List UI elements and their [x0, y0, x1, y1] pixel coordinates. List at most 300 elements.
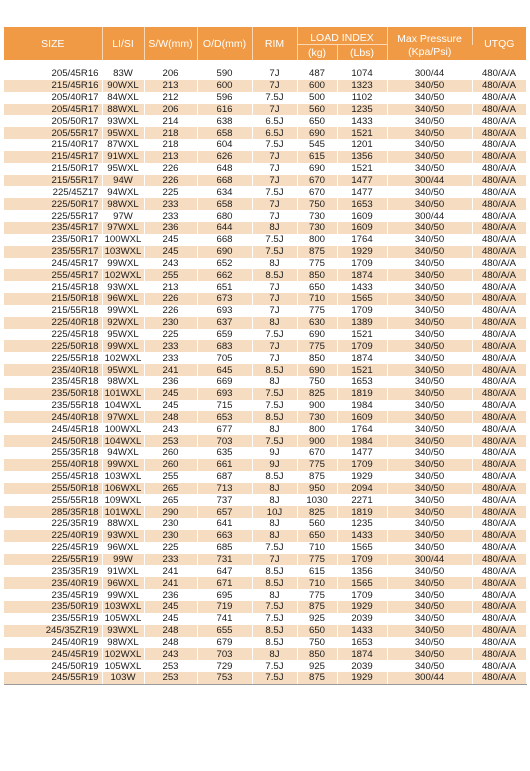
table-row	[4, 281, 526, 293]
table-row	[4, 400, 526, 412]
table-row	[4, 68, 526, 80]
cell-rim: 7.5J	[252, 388, 297, 400]
cell-load-lbs: 1433	[337, 625, 387, 637]
table-row	[4, 483, 526, 495]
cell-rim: 8J	[252, 494, 297, 506]
cell-li-si: 96WXL	[102, 542, 144, 554]
cell-overall-diameter: 671	[197, 577, 252, 589]
cell-li-si: 94W	[102, 175, 144, 187]
cell-li-si: 93WXL	[102, 115, 144, 127]
cell-section-width: 245	[144, 400, 197, 412]
cell-li-si: 99W	[102, 554, 144, 566]
cell-size: 205/45R16	[4, 68, 102, 80]
cell-utqg: 480/A/A	[472, 234, 526, 246]
cell-utqg: 480/A/A	[472, 186, 526, 198]
cell-load-kg: 825	[297, 506, 337, 518]
cell-rim: 7J	[252, 210, 297, 222]
cell-max-pressure: 340/50	[387, 198, 472, 210]
cell-load-lbs: 2039	[337, 613, 387, 625]
table-row	[4, 637, 526, 649]
cell-max-pressure: 300/44	[387, 68, 472, 80]
cell-li-si: 103WXL	[102, 246, 144, 258]
table-row	[4, 305, 526, 317]
cell-overall-diameter: 653	[197, 411, 252, 423]
cell-max-pressure: 340/50	[387, 435, 472, 447]
table-row	[4, 388, 526, 400]
cell-section-width: 245	[144, 613, 197, 625]
cell-overall-diameter: 657	[197, 506, 252, 518]
cell-load-lbs: 1389	[337, 317, 387, 329]
cell-load-kg: 775	[297, 258, 337, 270]
cell-load-kg: 670	[297, 186, 337, 198]
cell-overall-diameter: 741	[197, 613, 252, 625]
cell-overall-diameter: 659	[197, 329, 252, 341]
cell-section-width: 236	[144, 222, 197, 234]
table-row	[4, 186, 526, 198]
cell-load-kg: 900	[297, 435, 337, 447]
cell-section-width: 265	[144, 494, 197, 506]
cell-rim: 7.5J	[252, 139, 297, 151]
cell-section-width: 260	[144, 459, 197, 471]
cell-overall-diameter: 705	[197, 352, 252, 364]
cell-overall-diameter: 715	[197, 400, 252, 412]
cell-utqg: 480/A/A	[472, 518, 526, 530]
cell-li-si: 100WXL	[102, 234, 144, 246]
cell-rim: 6.5J	[252, 115, 297, 127]
cell-size: 255/45R17	[4, 269, 102, 281]
cell-overall-diameter: 693	[197, 388, 252, 400]
cell-overall-diameter: 600	[197, 80, 252, 92]
cell-max-pressure: 340/50	[387, 423, 472, 435]
cell-section-width: 213	[144, 151, 197, 163]
cell-utqg: 480/A/A	[472, 648, 526, 660]
cell-li-si: 88WXL	[102, 104, 144, 116]
cell-load-kg: 710	[297, 577, 337, 589]
cell-li-si: 103W	[102, 672, 144, 684]
cell-size: 225/40R18	[4, 317, 102, 329]
table-row	[4, 554, 526, 566]
cell-section-width: 248	[144, 625, 197, 637]
cell-rim: 8J	[252, 317, 297, 329]
cell-size: 205/55R17	[4, 127, 102, 139]
cell-rim: 8.5J	[252, 364, 297, 376]
table-row	[4, 317, 526, 329]
table-row	[4, 198, 526, 210]
cell-load-lbs: 1477	[337, 447, 387, 459]
cell-max-pressure: 340/50	[387, 660, 472, 672]
cell-li-si: 99WXL	[102, 459, 144, 471]
cell-section-width: 214	[144, 115, 197, 127]
cell-size: 245/40R18	[4, 411, 102, 423]
table-row	[4, 246, 526, 258]
cell-rim: 7.5J	[252, 92, 297, 104]
cell-size: 225/55R18	[4, 352, 102, 364]
table-row	[4, 423, 526, 435]
cell-max-pressure: 340/50	[387, 625, 472, 637]
cell-max-pressure: 340/50	[387, 577, 472, 589]
cell-rim: 7.5J	[252, 542, 297, 554]
cell-load-kg: 650	[297, 625, 337, 637]
cell-overall-diameter: 753	[197, 672, 252, 684]
cell-utqg: 480/A/A	[472, 601, 526, 613]
cell-size: 235/40R18	[4, 364, 102, 376]
cell-utqg: 480/A/A	[472, 483, 526, 495]
cell-utqg: 480/A/A	[472, 388, 526, 400]
cell-overall-diameter: 668	[197, 175, 252, 187]
table-row	[4, 92, 526, 104]
table-row	[4, 660, 526, 672]
cell-rim: 8J	[252, 376, 297, 388]
cell-overall-diameter: 719	[197, 601, 252, 613]
cell-li-si: 98WXL	[102, 637, 144, 649]
header-load-index: LOAD INDEX	[297, 27, 387, 45]
cell-utqg: 480/A/A	[472, 530, 526, 542]
cell-load-lbs: 1433	[337, 281, 387, 293]
cell-overall-diameter: 683	[197, 340, 252, 352]
cell-utqg: 480/A/A	[472, 115, 526, 127]
cell-max-pressure: 340/50	[387, 411, 472, 423]
cell-utqg: 480/A/A	[472, 471, 526, 483]
cell-load-kg: 825	[297, 388, 337, 400]
cell-li-si: 91WXL	[102, 151, 144, 163]
cell-utqg: 480/A/A	[472, 506, 526, 518]
cell-max-pressure: 340/50	[387, 589, 472, 601]
cell-li-si: 102WXL	[102, 648, 144, 660]
cell-section-width: 225	[144, 329, 197, 341]
cell-load-kg: 670	[297, 447, 337, 459]
cell-utqg: 480/A/A	[472, 163, 526, 175]
cell-rim: 7J	[252, 281, 297, 293]
cell-load-kg: 800	[297, 234, 337, 246]
cell-li-si: 92WXL	[102, 317, 144, 329]
table-row	[4, 613, 526, 625]
cell-section-width: 226	[144, 305, 197, 317]
cell-max-pressure: 340/50	[387, 104, 472, 116]
cell-rim: 8.5J	[252, 411, 297, 423]
cell-size: 245/55R19	[4, 672, 102, 684]
cell-section-width: 253	[144, 660, 197, 672]
cell-load-kg: 630	[297, 317, 337, 329]
cell-load-kg: 775	[297, 340, 337, 352]
cell-max-pressure: 340/50	[387, 305, 472, 317]
cell-overall-diameter: 637	[197, 317, 252, 329]
cell-rim: 7.5J	[252, 246, 297, 258]
table-row	[4, 494, 526, 506]
table-row	[4, 80, 526, 92]
cell-load-lbs: 1521	[337, 163, 387, 175]
cell-load-kg: 650	[297, 281, 337, 293]
cell-max-pressure: 300/44	[387, 210, 472, 222]
table-row	[4, 352, 526, 364]
cell-li-si: 96WXL	[102, 577, 144, 589]
cell-li-si: 93WXL	[102, 530, 144, 542]
cell-load-kg: 690	[297, 329, 337, 341]
cell-section-width: 265	[144, 483, 197, 495]
cell-section-width: 230	[144, 530, 197, 542]
cell-size: 235/50R18	[4, 388, 102, 400]
cell-section-width: 225	[144, 186, 197, 198]
cell-utqg: 480/A/A	[472, 625, 526, 637]
cell-load-kg: 875	[297, 672, 337, 684]
cell-li-si: 94WXL	[102, 186, 144, 198]
cell-rim: 7.5J	[252, 672, 297, 684]
table-row	[4, 269, 526, 281]
cell-max-pressure: 340/50	[387, 530, 472, 542]
cell-load-kg: 600	[297, 80, 337, 92]
table-row	[4, 104, 526, 116]
cell-overall-diameter: 638	[197, 115, 252, 127]
cell-utqg: 480/A/A	[472, 281, 526, 293]
cell-utqg: 480/A/A	[472, 411, 526, 423]
table-row	[4, 530, 526, 542]
cell-load-lbs: 1356	[337, 565, 387, 577]
cell-max-pressure: 340/50	[387, 186, 472, 198]
cell-utqg: 480/A/A	[472, 139, 526, 151]
cell-size: 235/55R17	[4, 246, 102, 258]
cell-load-lbs: 1929	[337, 601, 387, 613]
cell-rim: 7J	[252, 340, 297, 352]
cell-overall-diameter: 645	[197, 364, 252, 376]
cell-section-width: 236	[144, 589, 197, 601]
cell-size: 245/45R17	[4, 258, 102, 270]
cell-size: 205/40R17	[4, 92, 102, 104]
cell-rim: 7J	[252, 175, 297, 187]
cell-load-kg: 730	[297, 210, 337, 222]
table-row	[4, 376, 526, 388]
cell-load-lbs: 2271	[337, 494, 387, 506]
cell-utqg: 480/A/A	[472, 554, 526, 566]
cell-load-kg: 850	[297, 352, 337, 364]
cell-max-pressure: 340/50	[387, 648, 472, 660]
cell-utqg: 480/A/A	[472, 542, 526, 554]
cell-load-kg: 650	[297, 115, 337, 127]
cell-utqg: 480/A/A	[472, 293, 526, 305]
cell-rim: 7J	[252, 163, 297, 175]
cell-max-pressure: 300/44	[387, 175, 472, 187]
cell-utqg: 480/A/A	[472, 127, 526, 139]
cell-load-lbs: 1235	[337, 518, 387, 530]
cell-load-lbs: 1764	[337, 234, 387, 246]
cell-load-kg: 850	[297, 648, 337, 660]
cell-size: 225/50R18	[4, 340, 102, 352]
cell-section-width: 230	[144, 317, 197, 329]
cell-size: 245/45R18	[4, 423, 102, 435]
cell-rim: 7J	[252, 104, 297, 116]
cell-overall-diameter: 641	[197, 518, 252, 530]
cell-section-width: 243	[144, 258, 197, 270]
table-row	[4, 672, 526, 684]
cell-rim: 7J	[252, 305, 297, 317]
cell-overall-diameter: 669	[197, 376, 252, 388]
cell-section-width: 212	[144, 92, 197, 104]
cell-load-lbs: 1565	[337, 293, 387, 305]
cell-rim: 10J	[252, 506, 297, 518]
cell-size: 255/35R18	[4, 447, 102, 459]
cell-overall-diameter: 635	[197, 447, 252, 459]
cell-section-width: 213	[144, 80, 197, 92]
cell-utqg: 480/A/A	[472, 400, 526, 412]
cell-rim: 7J	[252, 198, 297, 210]
cell-overall-diameter: 693	[197, 305, 252, 317]
table-row	[4, 329, 526, 341]
cell-rim: 8.5J	[252, 637, 297, 649]
table-row	[4, 151, 526, 163]
cell-utqg: 480/A/A	[472, 589, 526, 601]
cell-overall-diameter: 680	[197, 210, 252, 222]
cell-size: 235/55R18	[4, 400, 102, 412]
cell-section-width: 206	[144, 104, 197, 116]
cell-li-si: 97WXL	[102, 222, 144, 234]
cell-overall-diameter: 651	[197, 281, 252, 293]
header-rim: RIM	[252, 27, 297, 60]
cell-load-lbs: 1609	[337, 222, 387, 234]
table-row	[4, 625, 526, 637]
table-row	[4, 222, 526, 234]
cell-size: 225/55R19	[4, 554, 102, 566]
cell-load-lbs: 1653	[337, 198, 387, 210]
cell-load-kg: 560	[297, 518, 337, 530]
cell-section-width: 225	[144, 542, 197, 554]
cell-overall-diameter: 647	[197, 565, 252, 577]
cell-rim: 9J	[252, 459, 297, 471]
cell-section-width: 253	[144, 435, 197, 447]
cell-load-kg: 615	[297, 565, 337, 577]
cell-section-width: 233	[144, 210, 197, 222]
cell-li-si: 99WXL	[102, 340, 144, 352]
cell-section-width: 230	[144, 518, 197, 530]
cell-utqg: 480/A/A	[472, 340, 526, 352]
cell-load-kg: 690	[297, 127, 337, 139]
cell-overall-diameter: 596	[197, 92, 252, 104]
cell-section-width: 233	[144, 198, 197, 210]
cell-max-pressure: 340/50	[387, 127, 472, 139]
cell-li-si: 83W	[102, 68, 144, 80]
cell-overall-diameter: 677	[197, 423, 252, 435]
cell-rim: 7.5J	[252, 329, 297, 341]
cell-load-lbs: 1356	[337, 151, 387, 163]
cell-overall-diameter: 648	[197, 163, 252, 175]
cell-li-si: 97W	[102, 210, 144, 222]
cell-load-kg: 730	[297, 222, 337, 234]
cell-load-kg: 560	[297, 104, 337, 116]
table-row	[4, 293, 526, 305]
cell-load-lbs: 1323	[337, 80, 387, 92]
cell-utqg: 480/A/A	[472, 269, 526, 281]
header-overall-diameter: O/D(mm)	[197, 27, 252, 60]
cell-li-si: 99WXL	[102, 258, 144, 270]
cell-max-pressure: 340/50	[387, 151, 472, 163]
cell-section-width: 255	[144, 471, 197, 483]
cell-section-width: 245	[144, 234, 197, 246]
table-row	[4, 648, 526, 660]
cell-load-kg: 750	[297, 637, 337, 649]
cell-max-pressure: 340/50	[387, 364, 472, 376]
cell-rim: 6.5J	[252, 127, 297, 139]
cell-load-lbs: 1709	[337, 554, 387, 566]
cell-load-kg: 775	[297, 554, 337, 566]
cell-max-pressure: 340/50	[387, 388, 472, 400]
cell-section-width: 245	[144, 601, 197, 613]
table-row	[4, 506, 526, 518]
cell-li-si: 104WXL	[102, 435, 144, 447]
cell-load-lbs: 1565	[337, 577, 387, 589]
cell-rim: 8J	[252, 258, 297, 270]
cell-section-width: 226	[144, 175, 197, 187]
cell-load-kg: 900	[297, 400, 337, 412]
cell-li-si: 90WXL	[102, 80, 144, 92]
cell-size: 245/50R19	[4, 660, 102, 672]
cell-utqg: 480/A/A	[472, 68, 526, 80]
cell-section-width: 241	[144, 364, 197, 376]
header-section-width: S/W(mm)	[144, 27, 197, 60]
cell-overall-diameter: 737	[197, 494, 252, 506]
cell-size: 235/45R17	[4, 222, 102, 234]
cell-load-lbs: 1074	[337, 68, 387, 80]
cell-max-pressure: 340/50	[387, 494, 472, 506]
cell-size: 255/55R18	[4, 494, 102, 506]
header-kpa-psi: (Kpa/Psi)	[387, 45, 472, 61]
cell-rim: 7.5J	[252, 613, 297, 625]
cell-overall-diameter: 695	[197, 589, 252, 601]
cell-load-lbs: 1709	[337, 459, 387, 471]
cell-section-width: 243	[144, 648, 197, 660]
cell-section-width: 290	[144, 506, 197, 518]
cell-rim: 7.5J	[252, 435, 297, 447]
cell-rim: 7.5J	[252, 660, 297, 672]
cell-section-width: 241	[144, 565, 197, 577]
cell-load-kg: 710	[297, 542, 337, 554]
cell-max-pressure: 340/50	[387, 542, 472, 554]
cell-size: 225/40R19	[4, 530, 102, 542]
cell-li-si: 97WXL	[102, 411, 144, 423]
cell-size: 215/50R18	[4, 293, 102, 305]
cell-load-lbs: 1764	[337, 423, 387, 435]
cell-section-width: 206	[144, 68, 197, 80]
cell-max-pressure: 340/50	[387, 637, 472, 649]
cell-li-si: 95WXL	[102, 163, 144, 175]
cell-size: 245/50R18	[4, 435, 102, 447]
table-row	[4, 542, 526, 554]
cell-overall-diameter: 652	[197, 258, 252, 270]
cell-overall-diameter: 658	[197, 198, 252, 210]
cell-utqg: 480/A/A	[472, 258, 526, 270]
cell-size: 245/40R19	[4, 637, 102, 649]
cell-utqg: 480/A/A	[472, 447, 526, 459]
cell-load-lbs: 2094	[337, 483, 387, 495]
cell-overall-diameter: 663	[197, 530, 252, 542]
cell-load-lbs: 1609	[337, 411, 387, 423]
cell-load-lbs: 1929	[337, 672, 387, 684]
table-row	[4, 518, 526, 530]
cell-utqg: 480/A/A	[472, 92, 526, 104]
cell-load-kg: 730	[297, 411, 337, 423]
cell-li-si: 102WXL	[102, 352, 144, 364]
cell-size: 235/55R19	[4, 613, 102, 625]
cell-rim: 8J	[252, 530, 297, 542]
cell-size: 245/45R19	[4, 648, 102, 660]
cell-size: 205/45R17	[4, 104, 102, 116]
cell-li-si: 102WXL	[102, 269, 144, 281]
cell-size: 205/50R17	[4, 115, 102, 127]
cell-rim: 8.5J	[252, 625, 297, 637]
cell-size: 225/35R19	[4, 518, 102, 530]
cell-section-width: 213	[144, 281, 197, 293]
cell-li-si: 101WXL	[102, 506, 144, 518]
cell-load-kg: 950	[297, 483, 337, 495]
cell-utqg: 480/A/A	[472, 613, 526, 625]
cell-rim: 8J	[252, 589, 297, 601]
cell-li-si: 93WXL	[102, 625, 144, 637]
